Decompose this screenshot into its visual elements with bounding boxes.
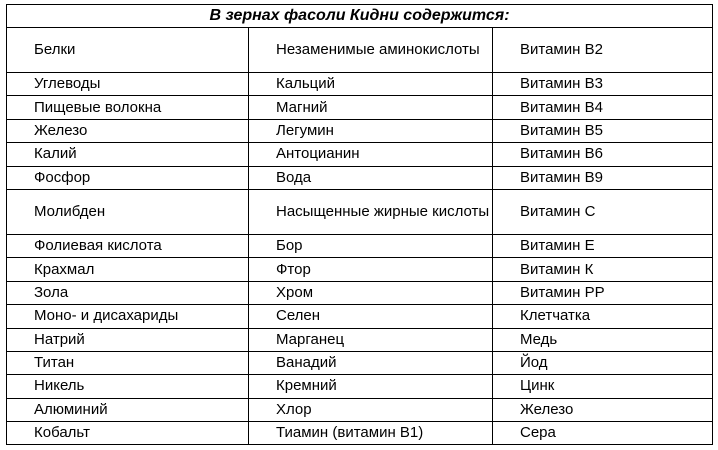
table-row bbox=[7, 351, 713, 374]
table-cell: Хром bbox=[249, 281, 493, 304]
nutrient-table bbox=[6, 4, 713, 445]
table-row bbox=[7, 305, 713, 328]
table-cell: Фтор bbox=[249, 258, 493, 281]
table-cell: Витамин С bbox=[493, 189, 713, 234]
table-cell: Натрий bbox=[7, 328, 249, 351]
table-row bbox=[7, 28, 713, 73]
table-cell: Насыщенные жирные кислоты bbox=[249, 189, 493, 234]
table-cell: Кобальт bbox=[7, 422, 249, 445]
table-cell: Магний bbox=[249, 96, 493, 119]
table-row bbox=[7, 73, 713, 96]
table-row bbox=[7, 96, 713, 119]
table-row bbox=[7, 258, 713, 281]
table-cell: Медь bbox=[493, 328, 713, 351]
table-cell: Никель bbox=[7, 375, 249, 398]
table-cell: Крахмал bbox=[7, 258, 249, 281]
table-cell: Витамин В2 bbox=[493, 28, 713, 73]
table-cell: Тиамин (витамин В1) bbox=[249, 422, 493, 445]
table-cell: Алюминий bbox=[7, 398, 249, 421]
table-cell: Незаменимые аминокислоты bbox=[249, 28, 493, 73]
table-cell: Железо bbox=[7, 119, 249, 142]
table-row bbox=[7, 234, 713, 257]
table-row bbox=[7, 189, 713, 234]
table-cell: Марганец bbox=[249, 328, 493, 351]
table-cell: Кремний bbox=[249, 375, 493, 398]
table-cell: Вода bbox=[249, 166, 493, 189]
table-cell: Легумин bbox=[249, 119, 493, 142]
table-cell: Витамин В9 bbox=[493, 166, 713, 189]
table-row bbox=[7, 166, 713, 189]
nutrient-table-container bbox=[6, 4, 712, 445]
table-cell: Ванадий bbox=[249, 351, 493, 374]
table-cell: Витамин В5 bbox=[493, 119, 713, 142]
table-cell: Железо bbox=[493, 398, 713, 421]
table-cell: Селен bbox=[249, 305, 493, 328]
table-title: В зернах фасоли Кидни содержится: bbox=[7, 5, 713, 28]
table-row bbox=[7, 328, 713, 351]
table-cell: Витамин РР bbox=[493, 281, 713, 304]
table-cell: Витамин В3 bbox=[493, 73, 713, 96]
table-cell: Бор bbox=[249, 234, 493, 257]
table-row bbox=[7, 281, 713, 304]
table-cell: Калий bbox=[7, 143, 249, 166]
table-cell: Кальций bbox=[249, 73, 493, 96]
table-row bbox=[7, 422, 713, 445]
table-cell: Фолиевая кислота bbox=[7, 234, 249, 257]
table-cell: Молибден bbox=[7, 189, 249, 234]
table-cell: Моно- и дисахариды bbox=[7, 305, 249, 328]
table-cell: Витамин К bbox=[493, 258, 713, 281]
table-row bbox=[7, 375, 713, 398]
table-cell: Антоцианин bbox=[249, 143, 493, 166]
table-cell: Зола bbox=[7, 281, 249, 304]
table-cell: Белки bbox=[7, 28, 249, 73]
table-cell: Цинк bbox=[493, 375, 713, 398]
title-row bbox=[7, 5, 713, 28]
table-cell: Хлор bbox=[249, 398, 493, 421]
table-cell: Витамин В4 bbox=[493, 96, 713, 119]
table-cell: Клетчатка bbox=[493, 305, 713, 328]
table-cell: Титан bbox=[7, 351, 249, 374]
table-cell: Йод bbox=[493, 351, 713, 374]
table-cell: Углеводы bbox=[7, 73, 249, 96]
table-row bbox=[7, 398, 713, 421]
table-row bbox=[7, 119, 713, 142]
table-cell: Витамин В6 bbox=[493, 143, 713, 166]
table-cell: Сера bbox=[493, 422, 713, 445]
table-cell: Фосфор bbox=[7, 166, 249, 189]
table-row bbox=[7, 143, 713, 166]
table-cell: Витамин Е bbox=[493, 234, 713, 257]
table-cell: Пищевые волокна bbox=[7, 96, 249, 119]
